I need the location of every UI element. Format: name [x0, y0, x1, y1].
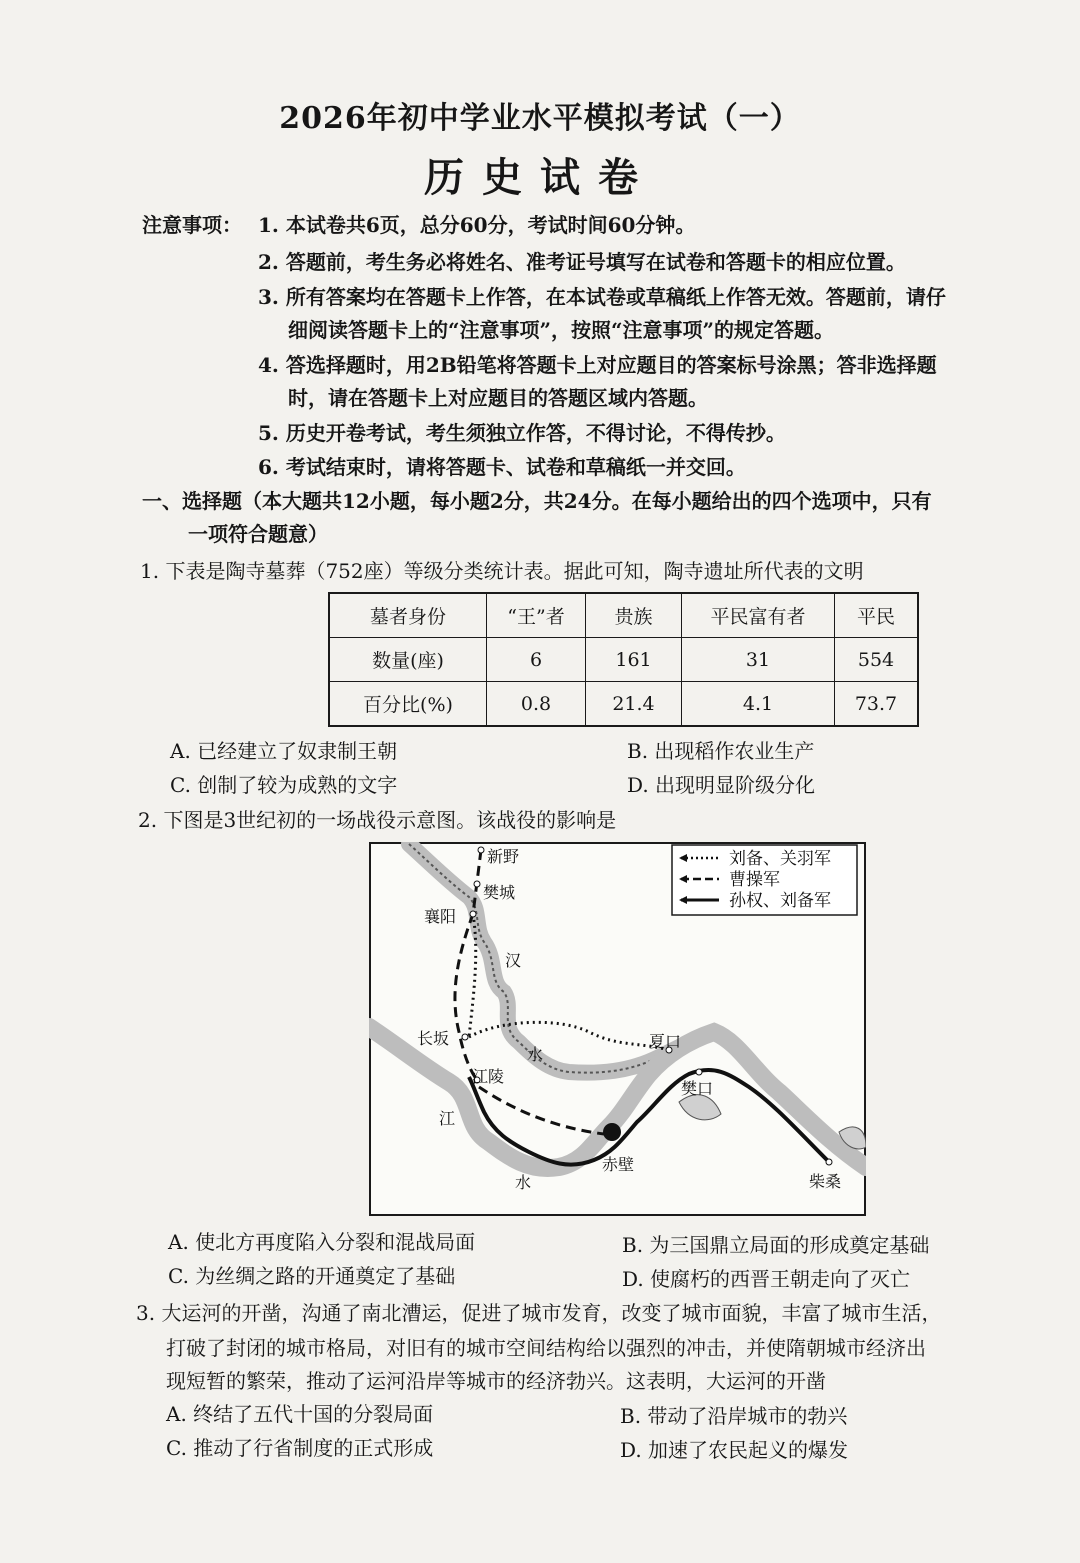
table-cell: 21.4 — [586, 682, 682, 727]
table-cell: 4.1 — [682, 682, 835, 727]
table-header-cell: 墓者身份 — [329, 593, 487, 638]
place-label: 汉 — [505, 951, 522, 970]
notice-label: 注意事项： — [142, 213, 242, 237]
section-heading: 一、选择题（本大题共12小题，每小题2分，共24分。在每小题给出的四个选项中，只有 — [142, 489, 932, 513]
legend-label: 孙权、刘备军 — [729, 891, 831, 911]
table-cell: 31 — [682, 638, 835, 682]
place-label: 江 — [439, 1109, 456, 1128]
table-cell: 6 — [487, 638, 586, 682]
table-header-cell: 平民 — [835, 593, 919, 638]
q3-option-c[interactable]: C. 推动了行省制度的正式形成 — [166, 1436, 434, 1460]
table-row — [329, 638, 918, 682]
table-cell: 73.7 — [835, 682, 919, 727]
notice-line: 3. 所有答案均在答题卡上作答，在本试卷或草稿纸上作答无效。答题前，请仔 — [258, 285, 946, 309]
table-header-cell: “王”者 — [487, 593, 586, 638]
q3-option-d[interactable]: D. 加速了农民起义的爆发 — [620, 1438, 849, 1462]
notice-line: 2. 答题前，考生务必将姓名、准考证号填写在试卷和答题卡的相应位置。 — [258, 250, 906, 274]
table-header-cell: 贵族 — [586, 593, 682, 638]
place-label: 襄阳 — [424, 907, 457, 926]
notice-line: 5. 历史开卷考试，考生须独立作答，不得讨论，不得传抄。 — [258, 421, 786, 445]
table-header-row — [329, 593, 918, 638]
place-label: 赤壁 — [602, 1155, 635, 1174]
q1-option-a[interactable]: A. 已经建立了奴隶制王朝 — [170, 739, 398, 763]
table-cell: 数量(座) — [329, 638, 487, 682]
q3-option-b[interactable]: B. 带动了沿岸城市的勃兴 — [620, 1404, 848, 1428]
place-label: 水 — [515, 1173, 532, 1192]
place-label: 樊城 — [483, 883, 516, 902]
place-label: 江陵 — [472, 1067, 505, 1086]
subject-title: 历史试卷 — [424, 154, 656, 201]
notice-line: 1. 本试卷共6页，总分60分，考试时间60分钟。 — [258, 213, 696, 237]
q2-option-d[interactable]: D. 使腐朽的西晋王朝走向了灭亡 — [622, 1267, 911, 1291]
place-label: 水 — [527, 1045, 544, 1064]
battle-map — [369, 842, 866, 1216]
q1-option-b[interactable]: B. 出现稻作农业生产 — [627, 739, 815, 763]
battle-marker — [603, 1123, 621, 1141]
question-3-stem: 3. 大运河的开凿，沟通了南北漕运，促进了城市发育，改变了城市面貌，丰富了城市生活， — [136, 1301, 942, 1325]
legend-label: 曹操军 — [729, 870, 780, 890]
notice-line: 细阅读答题卡上的“注意事项”，按照“注意事项”的规定答题。 — [288, 318, 835, 342]
table-header-cell: 平民富有者 — [682, 593, 835, 638]
q1-data-table — [328, 592, 919, 727]
place-label: 新野 — [487, 847, 520, 866]
q2-option-b[interactable]: B. 为三国鼎立局面的形成奠定基础 — [622, 1233, 930, 1257]
table-row — [329, 682, 918, 727]
table-cell: 百分比(%) — [329, 682, 487, 727]
question-3-stem-cont: 现短暂的繁荣，推动了运河沿岸等城市的经济勃兴。这表明，大运河的开凿 — [166, 1369, 826, 1393]
question-1-stem: 1. 下表是陶寺墓葬（752座）等级分类统计表。据此可知，陶寺遗址所代表的文明 — [140, 559, 864, 583]
notice-line: 6. 考试结束时，请将答题卡、试卷和草稿纸一并交回。 — [258, 455, 746, 479]
exam-title: 2026年初中学业水平模拟考试（一） — [279, 101, 801, 136]
q2-option-a[interactable]: A. 使北方再度陷入分裂和混战局面 — [168, 1230, 476, 1254]
q3-option-a[interactable]: A. 终结了五代十国的分裂局面 — [166, 1402, 434, 1426]
question-2-stem: 2. 下图是3世纪初的一场战役示意图。该战役的影响是 — [138, 808, 617, 832]
table-cell: 0.8 — [487, 682, 586, 727]
q1-option-d[interactable]: D. 出现明显阶级分化 — [627, 773, 816, 797]
table-cell: 554 — [835, 638, 919, 682]
question-3-stem-cont: 打破了封闭的城市格局，对旧有的城市空间结构给以强烈的冲击，并使隋朝城市经济出 — [166, 1336, 926, 1360]
section-heading-cont: 一项符合题意） — [188, 522, 328, 546]
table-cell: 161 — [586, 638, 682, 682]
place-label: 长坂 — [417, 1029, 450, 1048]
q1-option-c[interactable]: C. 创制了较为成熟的文字 — [170, 773, 398, 797]
place-label: 樊口 — [681, 1079, 714, 1098]
q2-option-c[interactable]: C. 为丝绸之路的开通奠定了基础 — [168, 1264, 456, 1288]
legend-label: 刘备、关羽军 — [729, 849, 831, 869]
place-label: 柴桑 — [809, 1172, 842, 1191]
place-label: 夏口 — [649, 1032, 682, 1051]
notice-line: 4. 答选择题时，用2B铅笔将答题卡上对应题目的答案标号涂黑；答非选择题 — [258, 353, 937, 377]
notice-line: 时，请在答题卡上对应题目的答题区域内答题。 — [288, 386, 708, 410]
